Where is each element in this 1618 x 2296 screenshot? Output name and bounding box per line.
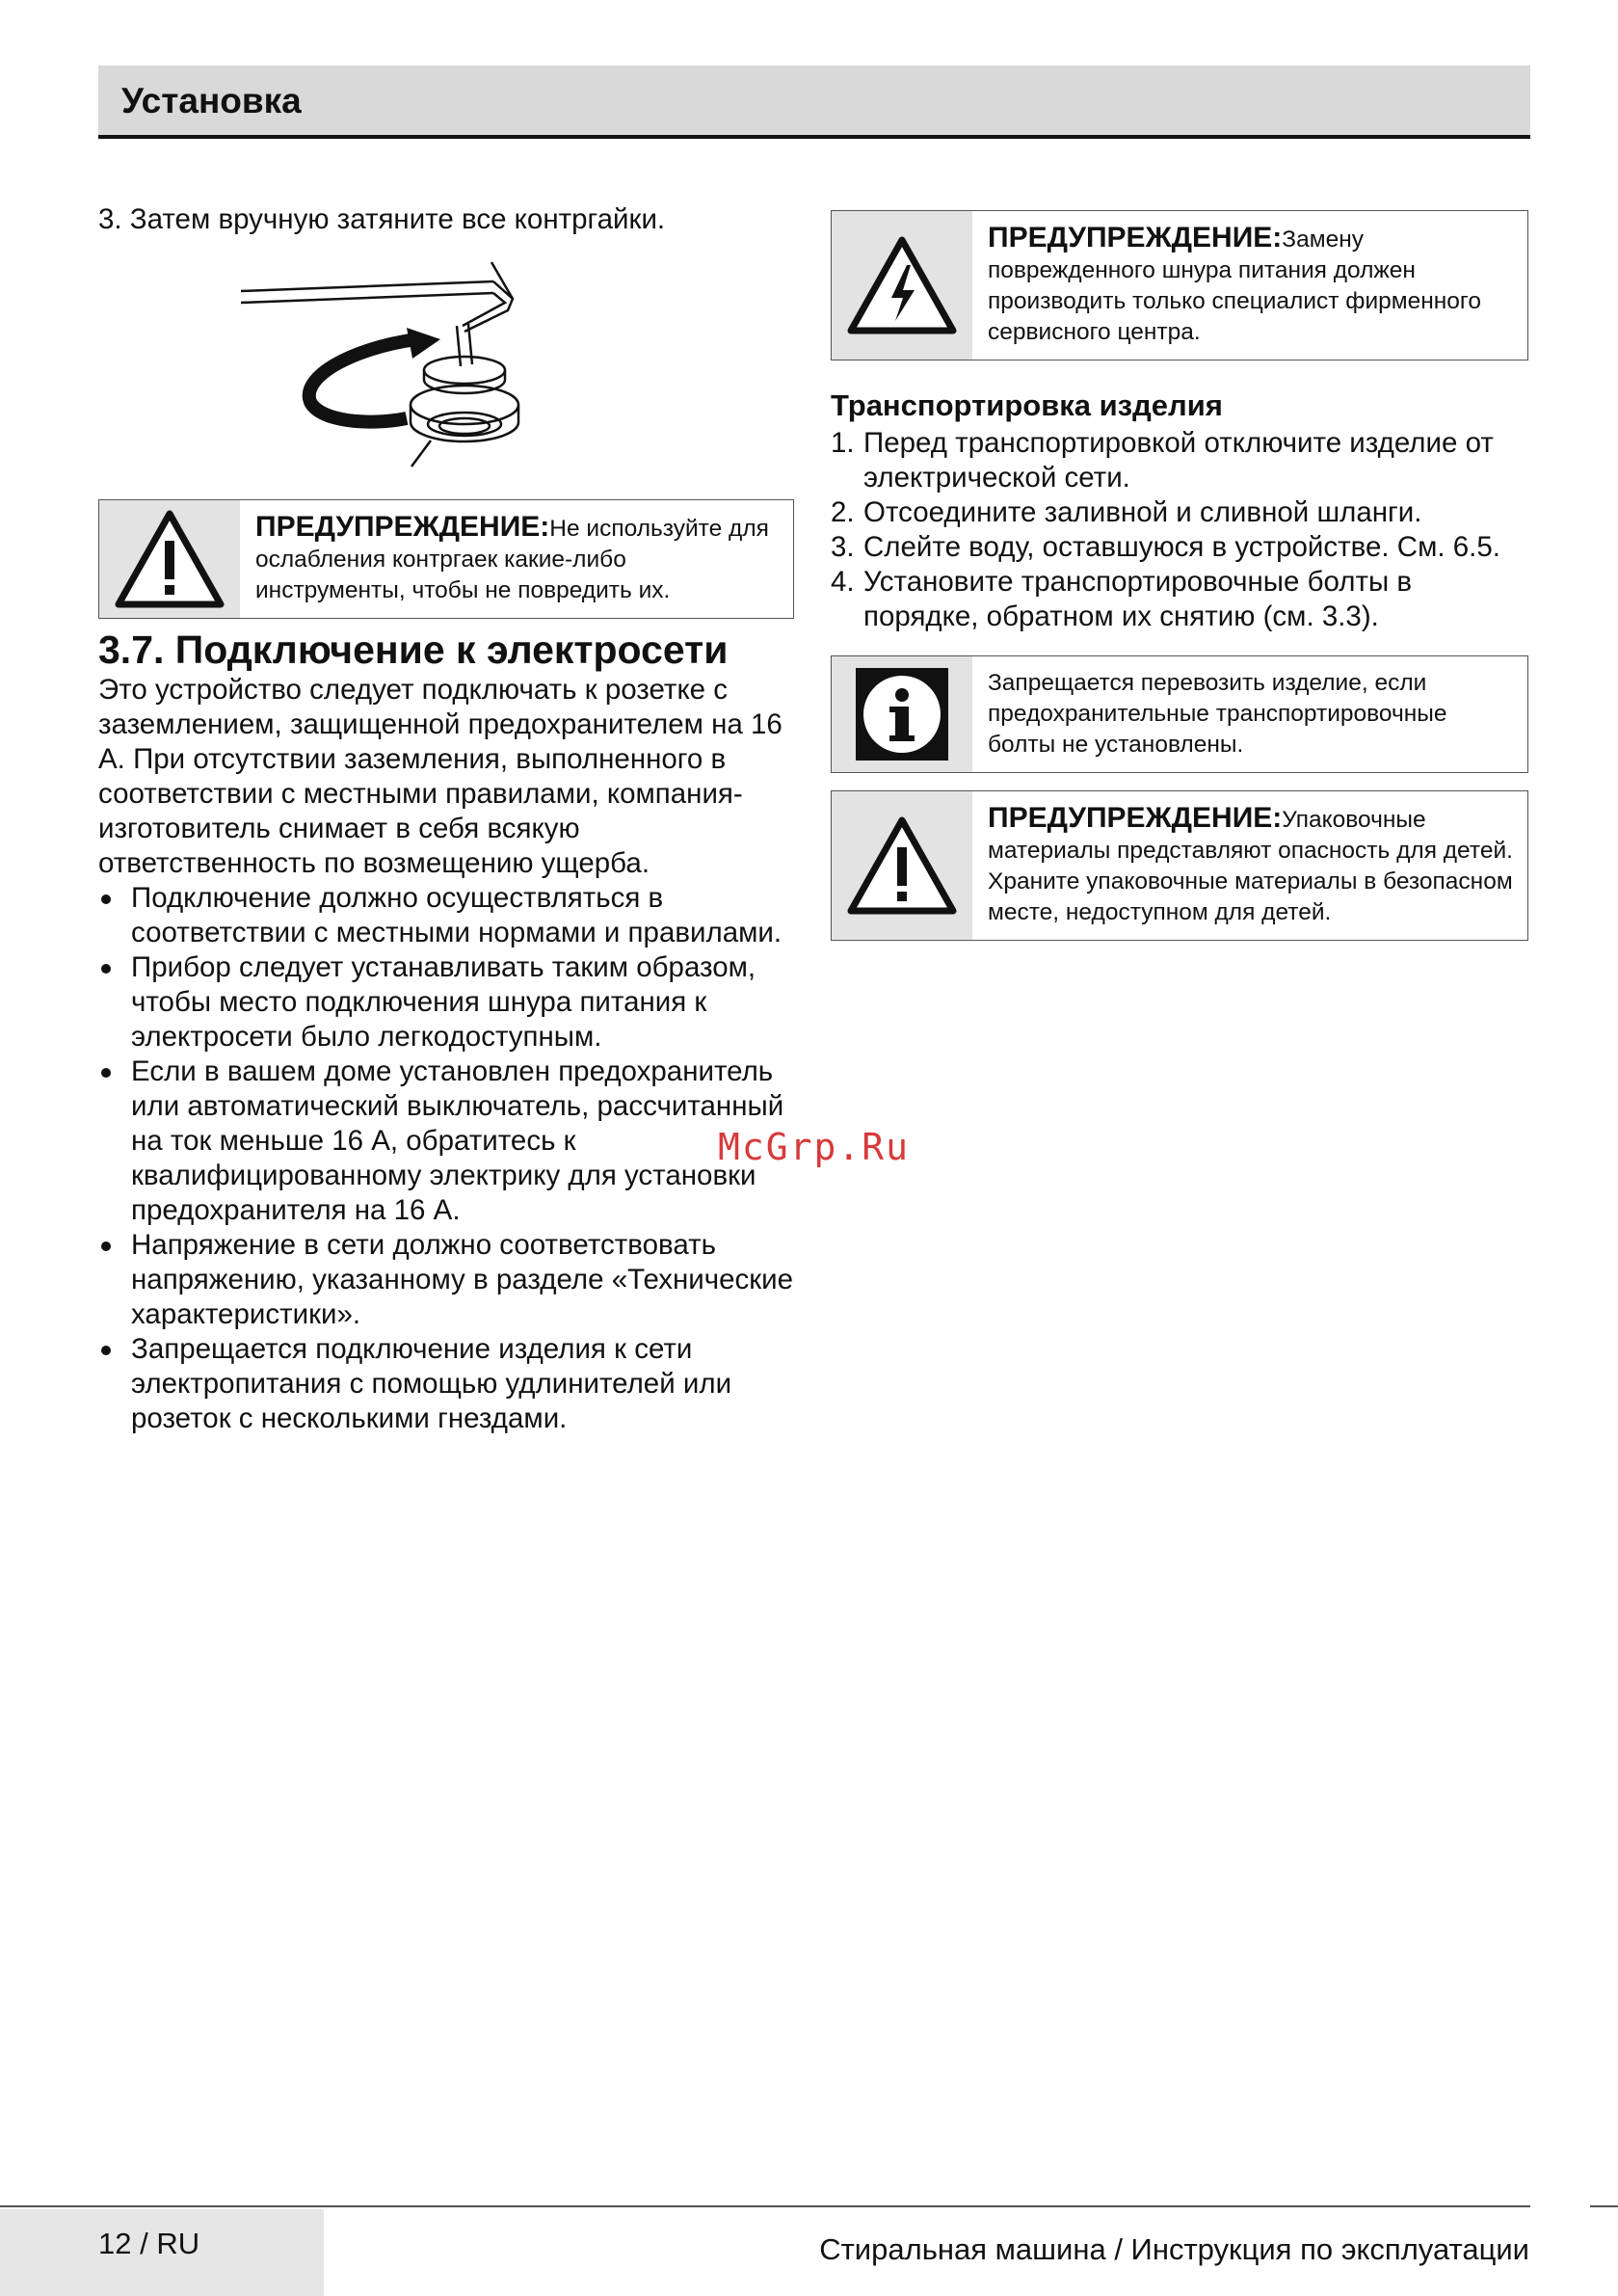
warning-body: Упаковочные материалы представляют опасность для детей. Храните упаковочные материалы в безопасном месте, недоступном для детей.: [988, 807, 1513, 925]
left-column: [98, 202, 794, 1436]
step-text: Перед транспортировкой отключите изделие от электрической сети.: [863, 427, 1494, 494]
page-header: [98, 66, 1530, 139]
warning-label: ПРЕДУПРЕЖДЕНИЕ:: [988, 222, 1283, 254]
step-number: 2.: [831, 496, 855, 528]
footer-page-box: [0, 2209, 324, 2296]
section-title: 3.7. Подключение к электросети: [98, 627, 729, 672]
step-3-text: 3. Затем вручную затяните все контргайки.: [98, 203, 666, 235]
info-note: [831, 655, 1528, 773]
warning-triangle-icon: [99, 500, 240, 618]
watermark: McGrp.Ru: [718, 1126, 911, 1168]
list-item: Прибор следует устанавливать таким образом, чтобы место подключения шнура питания к электросети было легкодоступным.: [98, 950, 794, 1055]
list-item: Напряжение в сети должно соответствовать напряжению, указанному в разделе «Технические характеристики».: [98, 1228, 794, 1332]
list-item: Подключение должно осуществляться в соответствии с местными нормами и правилами.: [98, 881, 794, 950]
header-title: Установка: [121, 81, 302, 120]
step-text: Установите транспортировочные болты в порядке, обратном их снятию (см. 3.3).: [863, 566, 1413, 632]
locknut-illustration: [233, 243, 638, 494]
warning-locknut: [98, 499, 794, 619]
step-text: Отсоедините заливной и сливной шланги.: [863, 496, 1422, 528]
warning-body: Не используйте для ослабления контргаек какие-либо инструменты, чтобы не повредить их.: [255, 516, 769, 603]
footer-divider-tick: [1590, 2205, 1618, 2207]
footer-divider: [0, 2205, 1530, 2207]
warning-label: ПРЕДУПРЕЖДЕНИЕ:: [255, 511, 550, 543]
transport-steps: [831, 426, 1528, 634]
locknut-tightening-icon: [233, 243, 638, 494]
warning-packaging-text: [972, 791, 1527, 940]
list-item: [831, 495, 1528, 530]
warning-triangle-icon: [832, 791, 972, 940]
electric-hazard-icon: [832, 211, 972, 360]
list-item: [831, 530, 1528, 565]
transport-title: Транспортировка изделия: [831, 388, 1223, 422]
list-item: Запрещается подключение изделия к сети электропитания с помощью удлинителей или розеток с несколькими гнездами.: [98, 1332, 794, 1436]
step-number: 3.: [831, 531, 855, 563]
list-item: [831, 426, 1528, 495]
right-column: [831, 210, 1528, 941]
warning-packaging: [831, 790, 1528, 941]
step-number: 4.: [831, 566, 855, 598]
warning-label: ПРЕДУПРЕЖДЕНИЕ:: [988, 802, 1283, 834]
warning-electric-text: [972, 211, 1527, 360]
footer-document-title: Стиральная машина / Инструкция по эксплуатации: [819, 2232, 1529, 2266]
step-number: 1.: [831, 427, 855, 459]
warning-body: Замену поврежденного шнура питания должен производить только специалист фирменного сервисного центра.: [988, 227, 1481, 345]
page-number: 12 / RU: [98, 2227, 200, 2260]
info-note-text: Запрещается перевозить изделие, если предохранительные транспортировочные болты не установлены.: [988, 670, 1447, 758]
requirements-list: [98, 881, 794, 1436]
warning-electric: [831, 210, 1528, 360]
info-icon: [832, 656, 972, 772]
section-intro: Это устройство следует подключать к розетке с заземлением, защищенной предохранителем на 16 А. При отсутствии заземления, выполненного в соответствии с местными правилами, компания-изготовитель снимает в себя всякую ответственность по возмещению ущерба.: [98, 674, 782, 879]
step-text: Слейте воду, оставшуюся в устройстве. См. 6.5.: [863, 531, 1500, 563]
warning-locknut-text: [240, 500, 793, 618]
list-item: [831, 565, 1528, 634]
list-item: Если в вашем доме установлен предохранитель или автоматический выключатель, рассчитанный на ток меньше 16 А, обратитесь к квалифицированному электрику для установки предохранителя на 16 А.: [98, 1055, 794, 1228]
